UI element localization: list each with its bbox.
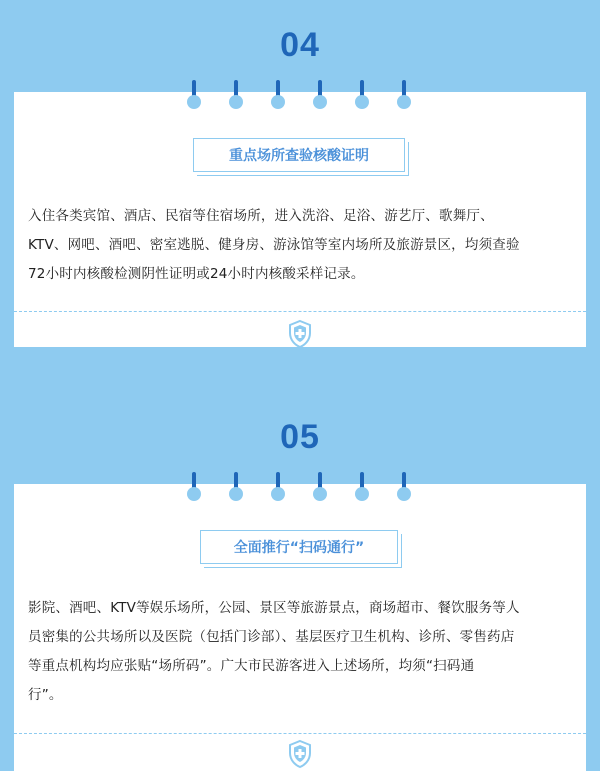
medical-shield-icon: [287, 739, 313, 769]
section-body: [28, 594, 574, 710]
body-line: 影院、酒吧、KTV等娱乐场所，公园、景区等旅游景点，商场超市、餐饮服务等人: [28, 600, 520, 616]
body-line: 等重点机构均应张贴“场所码”。广大市民游客进入上述场所，均须“扫码通: [28, 658, 475, 674]
section-number: 04: [280, 26, 320, 64]
section-title: 全面推行“扫码通行”: [233, 540, 365, 556]
section-body: [28, 202, 574, 289]
body-line: 72小时内核酸检测阴性证明或24小时内核酸采样记录。: [28, 266, 365, 282]
section-title-box: [200, 530, 398, 564]
body-line: 入住各类宾馆、酒店、民宿等住宿场所，进入洗浴、足浴、游艺厅、歌舞厅、: [28, 208, 494, 224]
divider: [14, 733, 586, 734]
section-title-box: [193, 138, 405, 172]
divider: [14, 311, 586, 312]
section-title: 重点场所查验核酸证明: [229, 148, 369, 164]
binder-rings: [0, 472, 600, 512]
section-number: 05: [280, 418, 320, 456]
body-line: 员密集的公共场所以及医院（包括门诊部）、基层医疗卫生机构、诊所、零售药店: [28, 629, 515, 645]
binder-rings: [0, 80, 600, 120]
body-line: 行”。: [28, 687, 63, 703]
body-line: KTV、网吧、酒吧、密室逃脱、健身房、游泳馆等室内场所及旅游景区，均须查验: [28, 237, 520, 253]
medical-shield-icon: [287, 319, 313, 349]
